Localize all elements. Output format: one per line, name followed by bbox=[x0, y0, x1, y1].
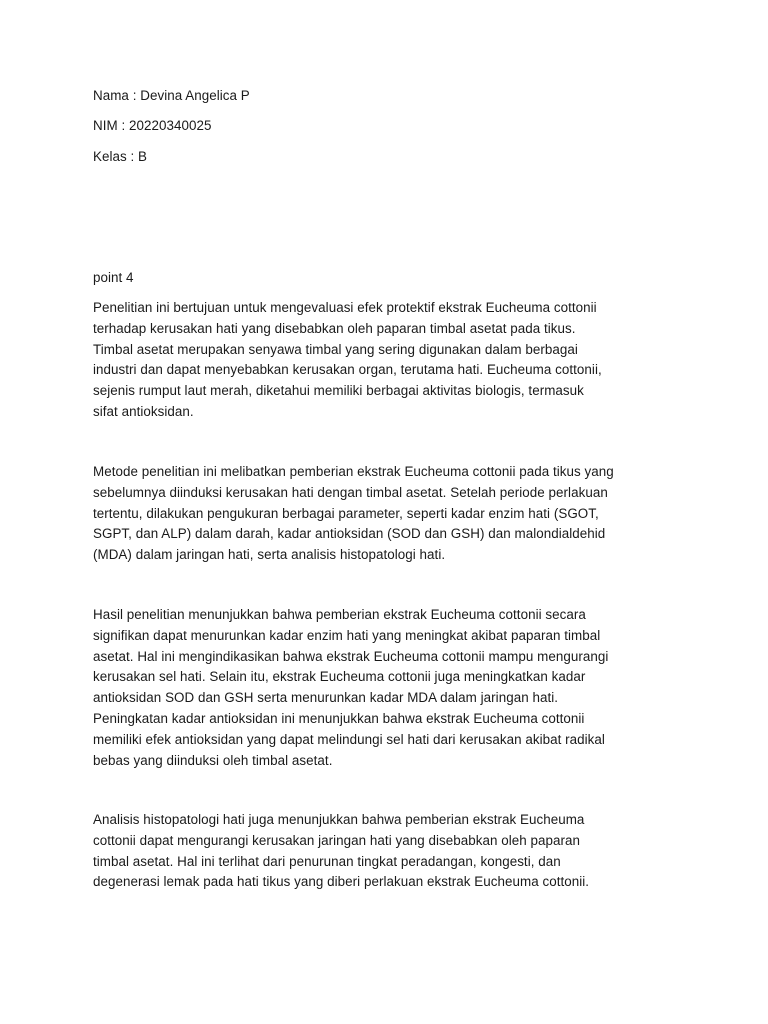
student-nim: NIM : 20220340025 bbox=[93, 118, 212, 133]
paragraph-method: Metode penelitian ini melibatkan pemberian ekstrak Eucheuma cottonii pada tikus yang sebelumnya diinduksi kerusakan hati dengan timbal asetat. Setelah periode perlakuan tertentu, dilakukan pengukuran berbagai parameter, seperti kadar enzim hati (SGOT, SGPT, dan ALP) dalam darah, kadar antioksidan (SOD dan GSH) dan malondialdehid (MDA) dalam jaringan hati, serta analisis histopatologi hati. bbox=[93, 464, 614, 563]
paragraph-results: Hasil penelitian menunjukkan bahwa pemberian ekstrak Eucheuma cottonii secara signifikan dapat menurunkan kadar enzim hati yang meningkat akibat paparan timbal asetat. Hal ini mengindikasikan bahwa ekstrak Eucheuma cottonii mampu mengurangi kerusakan sel hati. Selain itu, ekstrak Eucheuma cottonii juga meningkatkan kadar antioksidan SOD dan GSH serta menurunkan kadar MDA dalam jaringan hati. Peningkatan kadar antioksidan ini menunjukkan bahwa ekstrak Eucheuma cottonii memiliki efek antioksidan yang dapat melindungi sel hati dari kerusakan akibat radikal bebas yang diinduksi oleh timbal asetat. bbox=[93, 607, 609, 768]
section-title: point 4 bbox=[93, 270, 134, 285]
student-name: Nama : Devina Angelica P bbox=[93, 88, 250, 103]
student-class: Kelas : B bbox=[93, 149, 148, 164]
paragraph-histopathology: Analisis histopatologi hati juga menunjukkan bahwa pemberian ekstrak Eucheuma cottonii dapat mengurangi kerusakan jaringan hati yang disebabkan oleh paparan timbal asetat. Hal ini terlihat dari penurunan tingkat peradangan, kongesti, dan degenerasi lemak pada hati tikus yang diberi perlakuan ekstrak Eucheuma cottonii. bbox=[93, 812, 590, 890]
paragraph-introduction: Penelitian ini bertujuan untuk mengevaluasi efek protektif ekstrak Eucheuma cottonii terhadap kerusakan hati yang disebabkan oleh paparan timbal asetat pada tikus. Timbal asetat merupakan senyawa timbal yang sering digunakan dalam berbagai industri dan dapat menyebabkan kerusakan organ, terutama hati. Eucheuma cottonii, sejenis rumput laut merah, diketahui memiliki berbagai aktivitas biologis, termasuk sifat antioksidan. bbox=[93, 300, 602, 419]
